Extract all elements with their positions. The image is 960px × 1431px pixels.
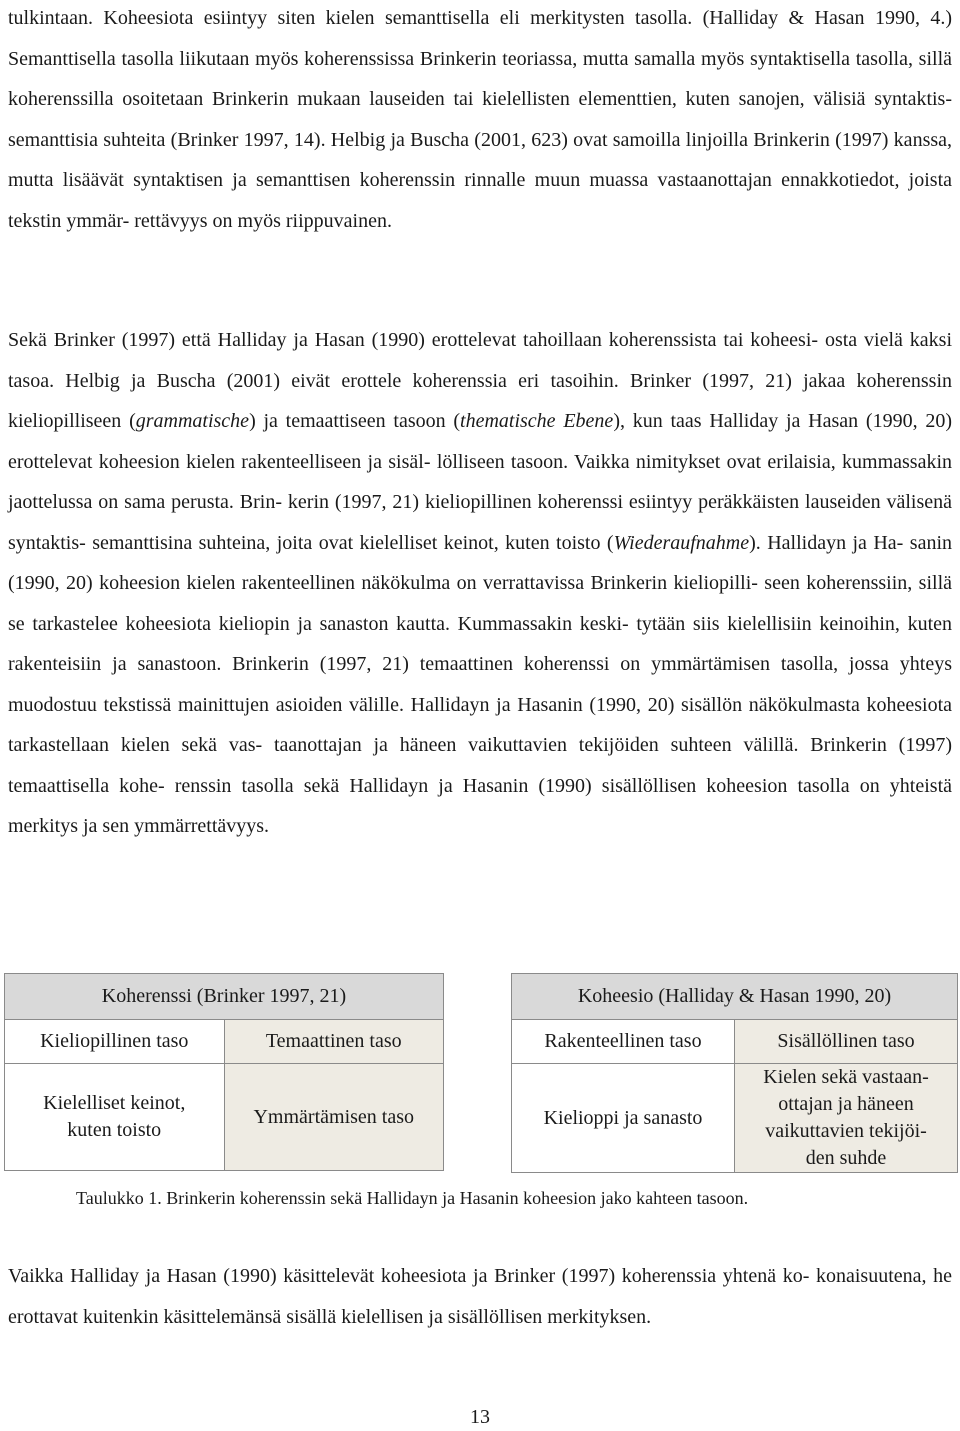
cell-line: ottajan ja häneen bbox=[778, 1093, 914, 1115]
coherence-table-header: Koherenssi (Brinker 1997, 21) bbox=[5, 974, 444, 1020]
cohesion-table-header: Koheesio (Halliday & Hasan 1990, 20) bbox=[512, 974, 958, 1020]
text-line: (1997, 21) jakaa koherenssin kieliopilliseen ( bbox=[8, 369, 953, 432]
text-line: Buscha (2001, 623) ovat samoilla linjoilla Brinkerin (1997) kanssa, mutta lisäävät syntaktisen ja bbox=[8, 128, 953, 191]
text-line: elementtien, kuten sanojen, välisiä syntaktis-semanttisia suhteita (Brinker 1997, 14). Helbig ja bbox=[8, 88, 953, 151]
cell-line: Kielelliset keinot, bbox=[43, 1092, 186, 1114]
text-line: ). Hallidayn ja Ha- bbox=[749, 531, 904, 554]
text-line: osta vielä kaksi tasoa. Helbig ja Buscha (2001) eivät erottele koherenssia eri tasoihin. Brinker bbox=[8, 329, 953, 392]
text-line: 1990, 4.) Semanttisella tasolla liikutaan myös koherenssissa Brinkerin teoriassa, mutta samalla bbox=[8, 7, 953, 70]
text-line: rettävyys on myös riippuvainen. bbox=[134, 209, 392, 232]
page-number: 13 bbox=[470, 1406, 490, 1428]
text-line: Sekä Brinker (1997) että Halliday ja Hasan (1990) erottelevat tahoillaan koherenssista tai koheesi- bbox=[8, 329, 819, 351]
text-line: lölliseen tasoon. Vaikka nimitykset ovat erilaisia, kummassakin jaottelussa on sama perusta. Brin- bbox=[8, 450, 953, 513]
text-line: taanottajan ja häneen vaikuttavien tekijöiden suhteen välillä. Brinkerin (1997) temaattisella kohe- bbox=[8, 734, 953, 797]
content-level-cell: Sisällöllinen taso bbox=[735, 1020, 958, 1064]
cell-line: kuten toisto bbox=[67, 1119, 162, 1141]
text-line: renssin tasolla sekä Hallidayn ja Hasanin (1990) sisällöllisen koheesion tasolla on yhteistä merkitys bbox=[8, 774, 953, 837]
text-line: kerin (1997, 21) kieliopillinen koherenssi esiintyy peräkkäisten lauseiden välisenä syntaktis- bbox=[8, 491, 952, 554]
text-line: myös syntaktisella tasolla, sillä koherenssilla osoitetaan Brinkerin mukaan lauseiden tai kielellisten bbox=[8, 47, 952, 110]
grammatical-level-cell: Kieliopillinen taso bbox=[5, 1020, 225, 1064]
italic-term: thematische bbox=[460, 410, 556, 432]
text-line: semanttisina suhteina, joita ovat kielelliset keinot, kuten toisto ( bbox=[92, 531, 614, 554]
text-line: semanttisen koherenssin rinnalle muun muassa vastaanottajan ennakkotiedot, joista tekstin ymmär- bbox=[8, 169, 952, 232]
text-line: ), kun taas Halliday ja Hasan (1990, 20) erottelevat koheesion kielen rakenteelliseen ja sisäl- bbox=[8, 410, 952, 473]
thematic-level-cell: Temaattinen taso bbox=[224, 1020, 444, 1064]
cell-line: vaikuttavien tekijöi- bbox=[765, 1120, 927, 1142]
cell-line: Kielen sekä vastaan- bbox=[763, 1066, 929, 1088]
structural-level-cell: Rakenteellinen taso bbox=[512, 1020, 735, 1064]
grammatical-content-cell bbox=[5, 1064, 225, 1171]
thematic-content-cell bbox=[224, 1064, 444, 1171]
cohesion-table bbox=[511, 973, 958, 1173]
italic-term: Wiederaufnahme bbox=[613, 531, 750, 554]
body-paragraph-2 bbox=[8, 320, 952, 847]
text-line: Vaikka Halliday ja Hasan (1990) käsittelevät koheesiota ja Brinker (1997) koherenssia yhtenä ko- bbox=[8, 1265, 810, 1287]
cell-line: den suhde bbox=[805, 1147, 887, 1169]
text-line: koherenssi on ymmärtämisen tasolla, jossa yhteys muodostuu tekstissä mainittujen asioiden välille. bbox=[8, 653, 952, 716]
table-caption: Taulukko 1. Brinkerin koherenssin sekä Hallidayn ja Hasanin koheesion jako kahteen tasoon. bbox=[76, 1188, 749, 1208]
content-content-cell bbox=[735, 1064, 958, 1173]
body-paragraph-1 bbox=[8, 0, 952, 241]
text-line: ) ja temaattiseen tasoon ( bbox=[249, 410, 461, 432]
cell-line: Ymmärtämisen taso bbox=[253, 1105, 415, 1128]
text-line: tulkintaan. Koheesiota esiintyy siten kielen semanttisella eli merkitysten tasolla. (Halliday & Hasan bbox=[8, 7, 865, 29]
body-paragraph-3 bbox=[8, 1256, 952, 1337]
italic-term: grammatische bbox=[135, 410, 250, 432]
coherence-table bbox=[4, 973, 444, 1171]
text-line: sanin (1990, 20) koheesion kielen rakenteellinen näkökulma on verrattavissa Brinkerin kieliopilli- bbox=[8, 531, 953, 594]
text-line: ja sen ymmärrettävyys. bbox=[83, 815, 270, 837]
italic-term: Ebene bbox=[563, 410, 614, 432]
text-line: Hallidayn ja Hasanin (1990, 20) sisällön näkökulmasta koheesiota tarkastellaan kielen sekä vas- bbox=[8, 693, 953, 756]
cell-line: Kielioppi ja sanasto bbox=[543, 1106, 703, 1129]
text-line: seen koherenssiin, sillä se tarkastelee koheesiota kieliopin ja sanaston kautta. Kummassakin keski- bbox=[8, 572, 952, 635]
structural-content-cell bbox=[512, 1064, 735, 1173]
text-line: konaisuutena, he erottavat kuitenkin käsittelemänsä sisällä kielellisen ja sisällöllisen merkityksen. bbox=[8, 1265, 953, 1328]
comparison-tables bbox=[4, 973, 958, 1173]
text-line: tytään siis kielellisiin keinoihin, kuten rakenteisiin ja sanastoon. Brinkerin (1997, 21) temaattinen bbox=[8, 612, 953, 675]
